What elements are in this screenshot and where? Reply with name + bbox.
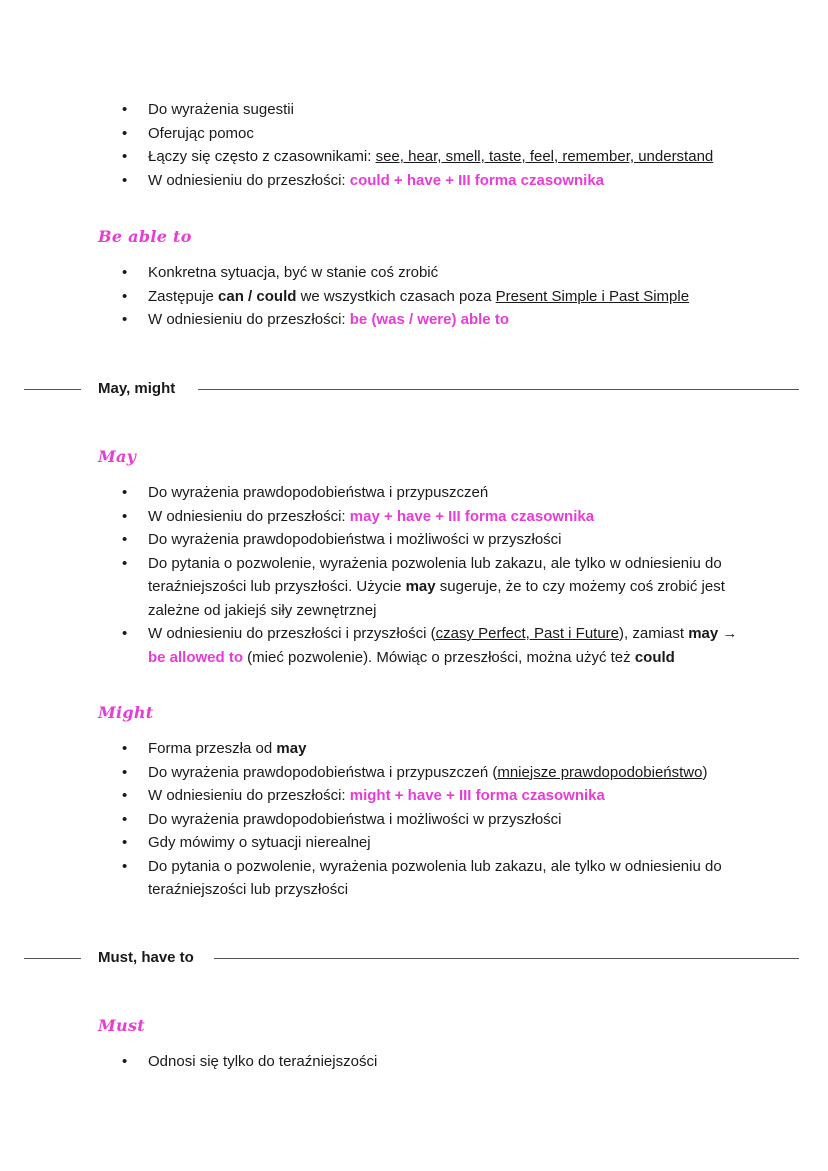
list-item: • Do wyrażenia sugestii	[0, 98, 828, 122]
must-list	[0, 1050, 828, 1074]
list-item: • Oferując pomoc	[0, 122, 828, 146]
divider-line-right	[214, 958, 799, 959]
be-able-to-list	[0, 261, 828, 332]
list-item: • Do wyrażenia prawdopodobieństwa i możliwości w przyszłości	[0, 528, 828, 552]
list-item: • W odniesieniu do przeszłości i przyszłości (czasy Perfect, Past i Future), zamiast may → be allowed to (mieć pozwolenie). Mówiąc o przeszłości, można użyć też could	[0, 622, 828, 669]
list-item: • Odnosi się tylko do teraźniejszości	[0, 1050, 828, 1074]
heading-be-able-to: Be able to	[98, 227, 192, 246]
formula: be (was / were) able to	[349, 311, 509, 328]
list-item: • W odniesieniu do przeszłości: could + have + III forma czasownika	[0, 169, 828, 193]
list-item: • Łączy się często z czasownikami: see, hear, smell, taste, feel, remember, understand	[0, 145, 828, 169]
verbs-underlined: see, hear, smell, taste, feel, remember, understand	[375, 148, 714, 165]
may-list	[0, 481, 828, 669]
could-usage-list	[0, 98, 828, 192]
list-item: • W odniesieniu do przeszłości: might + have + III forma czasownika	[0, 784, 828, 808]
heading-may: May	[98, 447, 137, 466]
formula: might + have + III forma czasownika	[349, 787, 605, 804]
arrow-icon: →	[718, 625, 738, 642]
formula: could + have + III forma czasownika	[349, 171, 605, 189]
divider-line-left	[24, 958, 81, 959]
divider-line-left	[24, 389, 81, 390]
section-title: Must, have to	[98, 949, 194, 966]
section-divider-may-might	[0, 379, 828, 399]
list-item: • Do wyrażenia prawdopodobieństwa i przypuszczeń (mniejsze prawdopodobieństwo)	[0, 761, 828, 785]
list-item: • Gdy mówimy o sytuacji nierealnej	[0, 831, 828, 855]
heading-might: Might	[98, 703, 154, 722]
list-item: • Zastępuje can / could we wszystkich czasach poza Present Simple i Past Simple	[0, 285, 828, 309]
list-item: • Do pytania o pozwolenie, wyrażenia pozwolenia lub zakazu, ale tylko w odniesieniu do teraźniejszości lub przyszłości	[0, 855, 828, 902]
list-item: • Do wyrażenia prawdopodobieństwa i przypuszczeń	[0, 481, 828, 505]
formula: may + have + III forma czasownika	[349, 507, 595, 525]
list-item: • Konkretna sytuacja, być w stanie coś zrobić	[0, 261, 828, 285]
list-item: • W odniesieniu do przeszłości: may + have + III forma czasownika	[0, 505, 828, 529]
list-item: • W odniesieniu do przeszłości: be (was / were) able to	[0, 308, 828, 332]
list-item: • Do pytania o pozwolenie, wyrażenia pozwolenia lub zakazu, ale tylko w odniesieniu do teraźniejszości lub przyszłości. Użycie may sugeruje, że to czy możemy coś zrobić jest zależne od jakiejś siły zewnętrznej	[0, 552, 828, 623]
list-item: • Do wyrażenia prawdopodobieństwa i możliwości w przyszłości	[0, 808, 828, 832]
section-title: May, might	[98, 380, 176, 397]
list-item: • Forma przeszła od may	[0, 737, 828, 761]
divider-line-right	[198, 389, 799, 390]
section-divider-must-have-to	[0, 948, 828, 968]
heading-must: Must	[98, 1016, 145, 1035]
might-list	[0, 737, 828, 902]
